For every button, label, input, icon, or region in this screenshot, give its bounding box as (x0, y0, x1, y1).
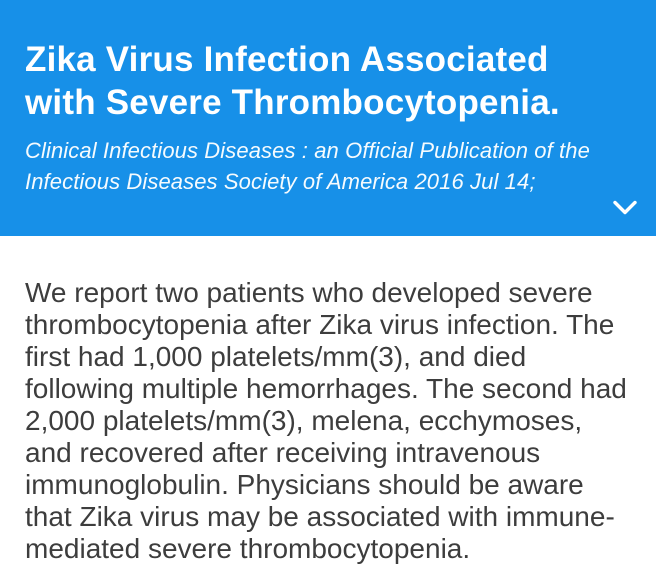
abstract-line: first had 1,000 platelets/mm(3), and died (25, 341, 527, 372)
abstract-line: We report two patients who developed severe (25, 277, 593, 308)
abstract-line: and recovered after receiving intravenous (25, 437, 541, 468)
abstract-section (0, 236, 656, 565)
article-title-line: Zika Virus Infection Associated (25, 40, 549, 79)
abstract-line: thrombocytopenia after Zika virus infection. The (25, 309, 615, 340)
abstract-line: following multiple hemorrhages. The second had (25, 373, 627, 404)
abstract-line: 2,000 platelets/mm(3), melena, ecchymoses, (25, 405, 583, 436)
article-header (0, 0, 656, 236)
journal-citation-line: Infectious Diseases Society of America 2016 Jul 14; (25, 169, 536, 194)
article-title (25, 38, 631, 124)
abstract-line: that Zika virus may be associated with immune- (25, 501, 615, 532)
chevron-down-icon (612, 200, 638, 216)
article-title-line: with Severe Thrombocytopenia. (25, 83, 560, 122)
journal-citation-line: Clinical Infectious Diseases : an Official Publication of the (25, 138, 590, 163)
abstract-text (25, 277, 631, 565)
abstract-line: immunoglobulin. Physicians should be aware (25, 469, 584, 500)
expand-header-button[interactable] (608, 196, 642, 220)
abstract-line: mediated severe thrombocytopenia. (25, 533, 471, 564)
journal-citation (25, 135, 631, 197)
